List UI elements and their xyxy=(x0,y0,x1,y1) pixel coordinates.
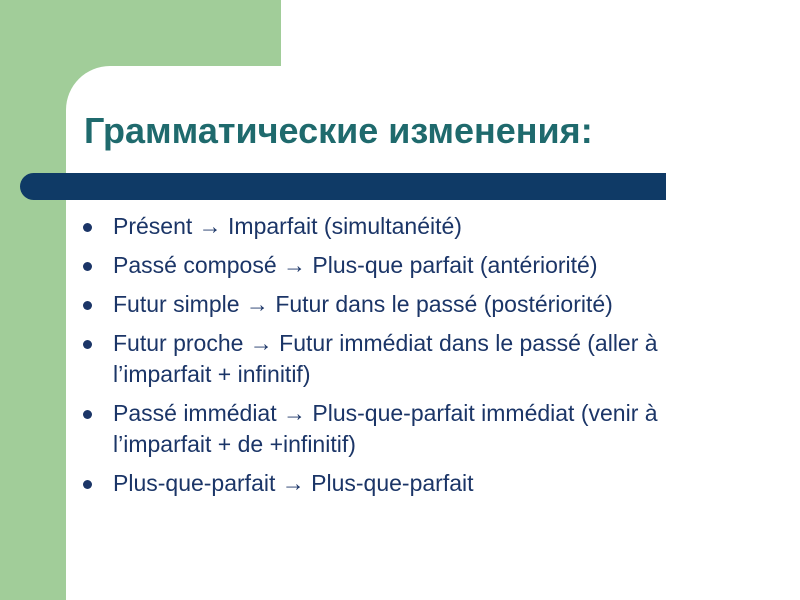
bullet-text: Présent → Imparfait (simultanéité) xyxy=(113,213,462,239)
bullet-text: Plus-que-parfait → Plus-que-parfait xyxy=(113,470,474,496)
bullet-list xyxy=(78,211,738,507)
bullet-dot-icon xyxy=(83,223,92,232)
bullet-text: Futur proche → Futur immédiat dans le passé (aller à l’imparfait + infinitif) xyxy=(113,330,658,387)
bullet-dot-icon xyxy=(83,480,92,489)
bullet-dot-icon xyxy=(83,410,92,419)
bullet-text: Passé immédiat → Plus-que-parfait immédiat (venir à l’imparfait + de +infinitif) xyxy=(113,400,658,457)
bullet-item-futur-proche xyxy=(78,328,738,390)
bullet-dot-icon xyxy=(83,262,92,271)
title-underline-bar xyxy=(20,173,666,200)
bullet-item-present xyxy=(78,211,738,242)
bullet-item-plus-que-parfait xyxy=(78,468,738,499)
bullet-dot-icon xyxy=(83,301,92,310)
bullet-text: Futur simple → Futur dans le passé (postériorité) xyxy=(113,291,613,317)
bullet-item-futur-simple xyxy=(78,289,738,320)
bullet-dot-icon xyxy=(83,340,92,349)
slide-title: Грамматические изменения: xyxy=(84,110,593,151)
bullet-text: Passé composé → Plus-que parfait (antériorité) xyxy=(113,252,598,278)
bullet-item-passe-compose xyxy=(78,250,738,281)
bullet-item-passe-immediat xyxy=(78,398,738,460)
